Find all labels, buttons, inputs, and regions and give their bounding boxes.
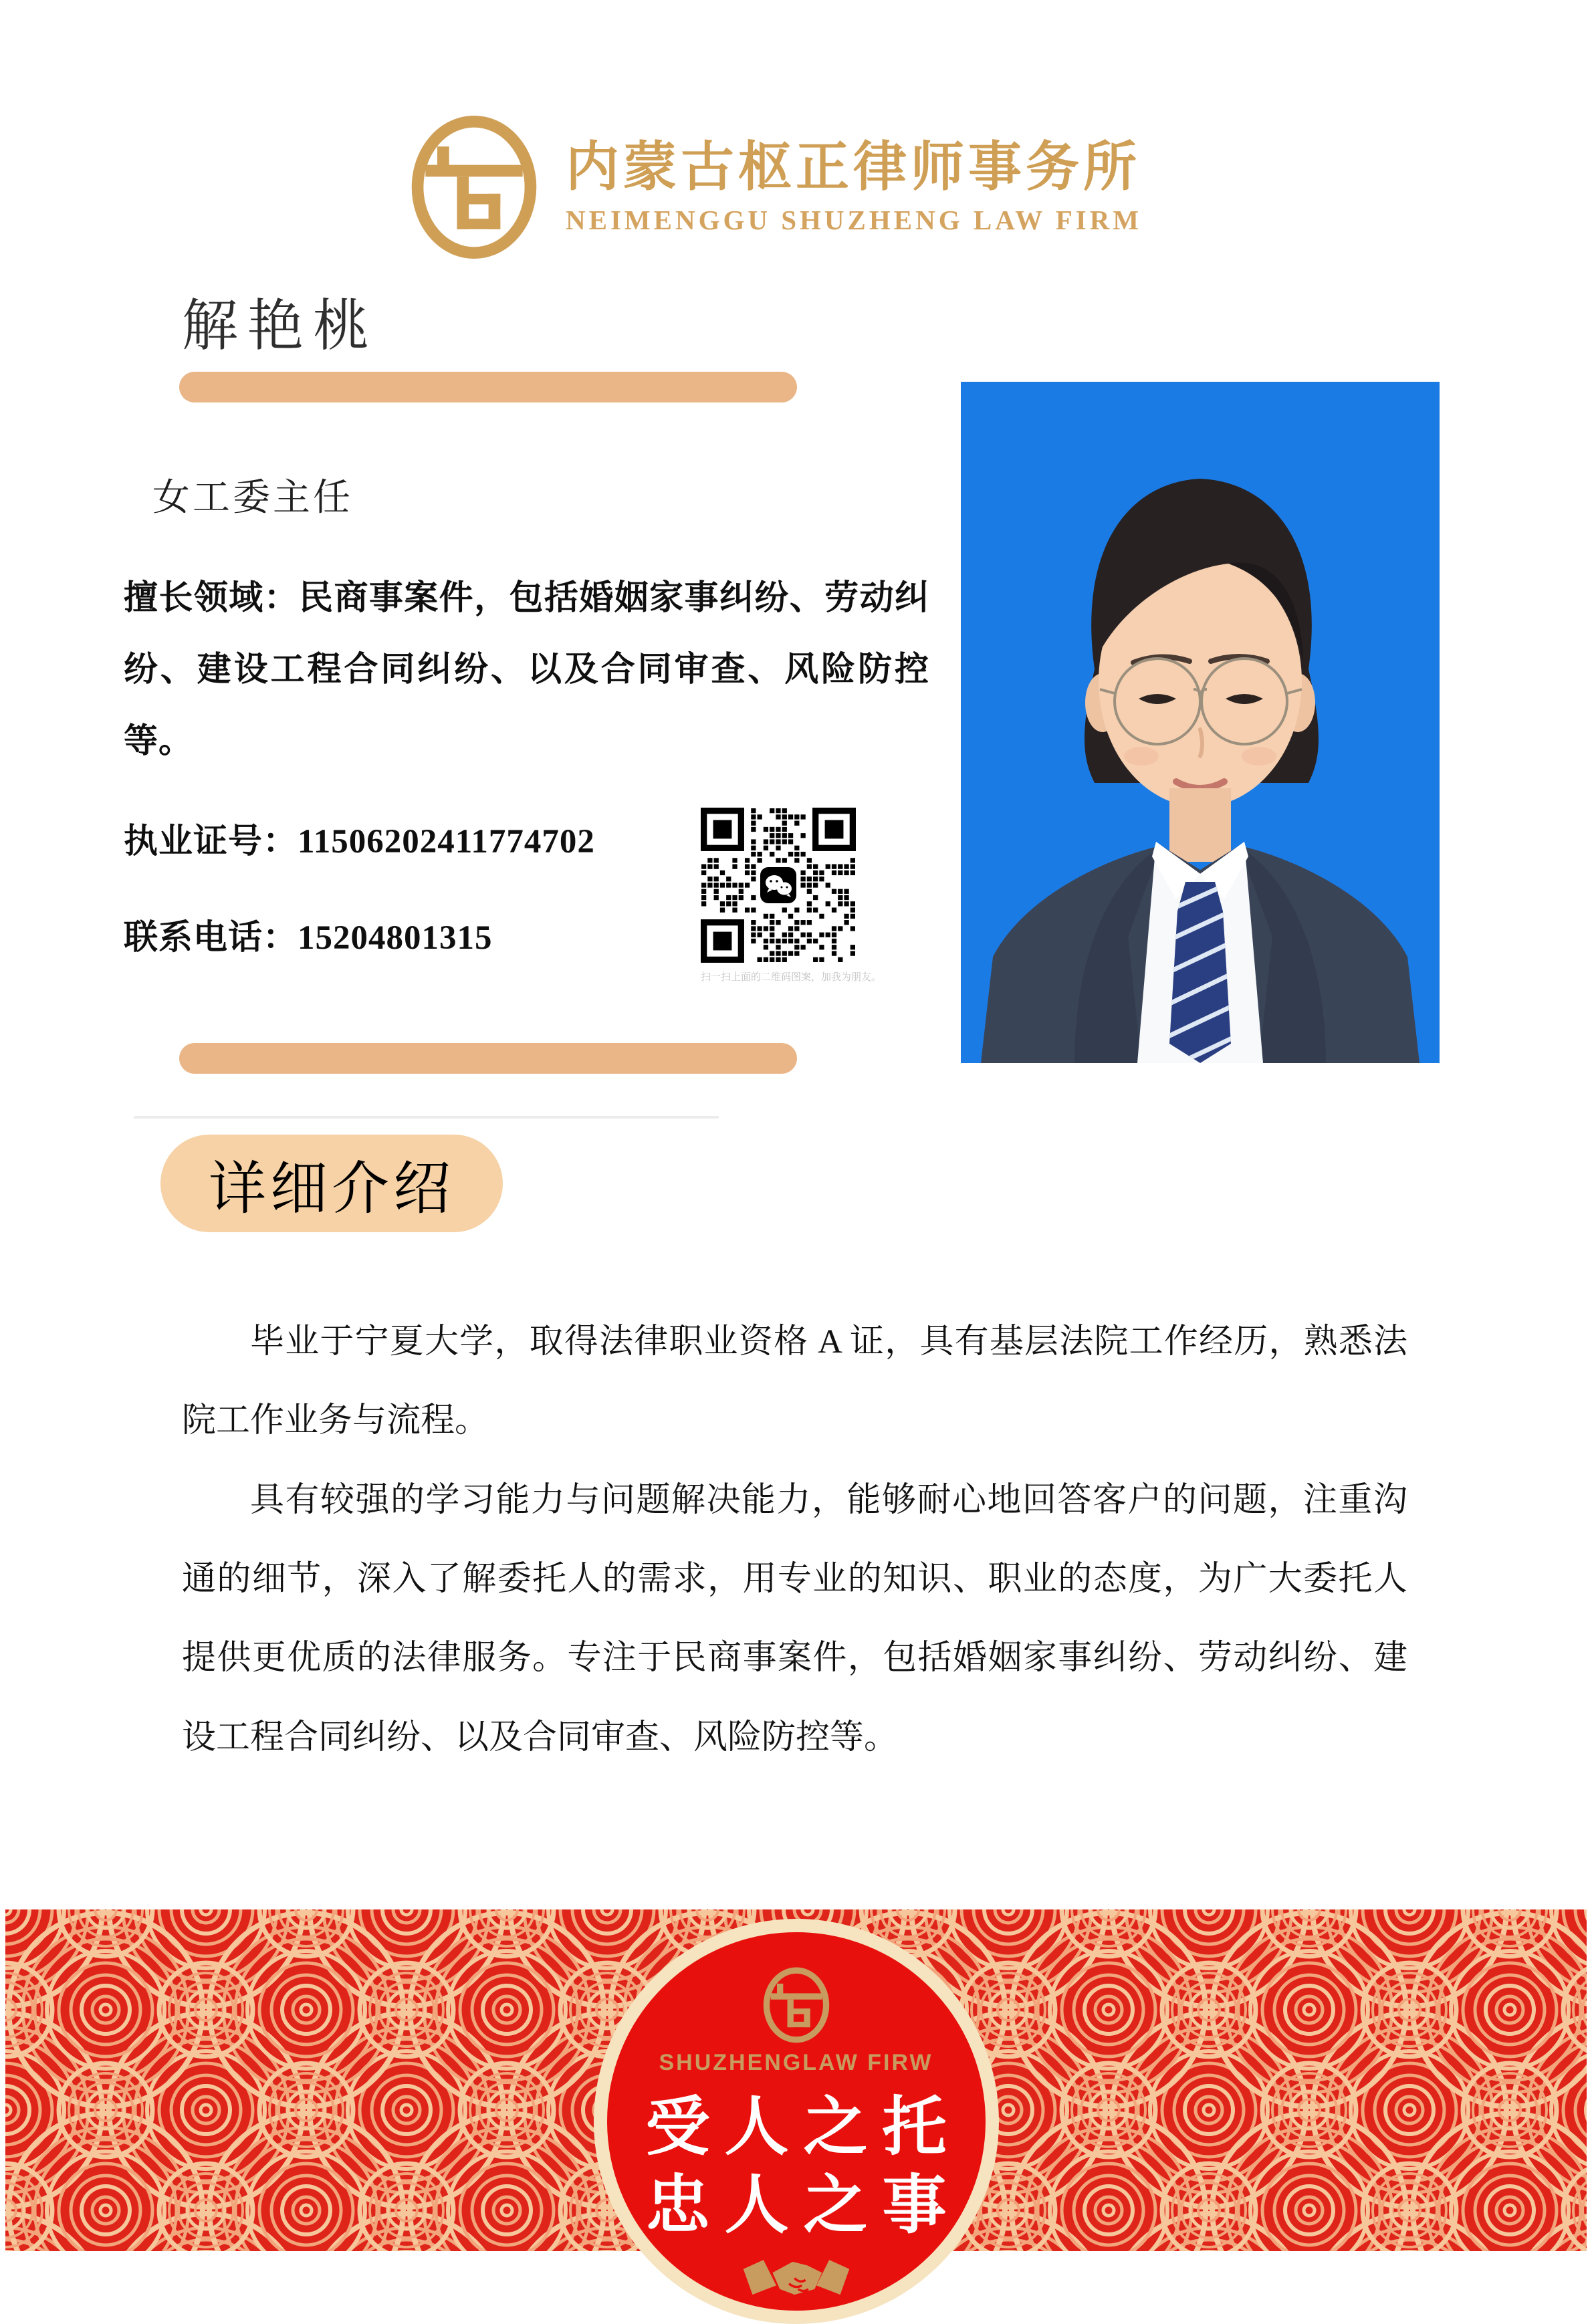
details-section-header	[160, 1135, 503, 1232]
wechat-icon	[760, 866, 797, 904]
section-divider-line	[134, 1116, 719, 1119]
badge-firm-logo-icon	[762, 1967, 831, 2043]
phone-label: 联系电话：	[124, 919, 298, 957]
details-section-title: 详细介绍	[209, 1157, 455, 1221]
firm-name-en: NEIMENGGU SHUZHENG LAW FIRM	[566, 205, 1143, 235]
firm-logo-header	[408, 115, 1142, 259]
phone-line	[124, 909, 493, 959]
footer-motto-badge	[594, 1919, 999, 2324]
phone-number: 15204801315	[298, 919, 493, 957]
details-paragraph-2: 具有较强的学习能力与问题解决能力，能够耐心地回答客户的问题，注重沟通的细节，深入了解委托人的需求，用专业的知识、职业的态度，为广大委托人提供更优质的法律服务。专注于民商事案件，包括婚姻家事纠纷、劳动纠纷、建设工程合同纠纷、以及合同审查、风险防控等。	[182, 1481, 1407, 1756]
badge-motto	[631, 2088, 961, 2244]
firm-name-cn: 内蒙古枢正律师事务所	[566, 138, 1141, 197]
details-paragraphs	[182, 1302, 1407, 1777]
footer-banner	[5, 1909, 1587, 2251]
gold-divider-bar-top	[179, 372, 797, 402]
lawyer-portrait-photo	[961, 382, 1440, 1063]
gold-divider-bar-bottom	[179, 1043, 797, 1074]
badge-motto-line1: 受人之托	[645, 2091, 961, 2163]
badge-firm-name-en: SHUZHENGLAW FIRW	[659, 2050, 933, 2075]
firm-name-block	[566, 138, 1142, 236]
license-label: 执业证号：	[124, 823, 298, 860]
badge-motto-line2: 忠人之事	[645, 2170, 961, 2242]
lawyer-title: 女工委主任	[152, 477, 353, 519]
wechat-qr-block	[701, 808, 882, 983]
specialty-paragraph: 擅长领域：民商事案件，包括婚姻家事纠纷、劳动纠纷、建设工程合同纠纷、以及合同审查、风险防控等。	[124, 580, 929, 761]
handshake-icon	[740, 2247, 853, 2302]
details-paragraph-1: 毕业于宁夏大学，取得法律职业资格 A 证，具有基层法院工作经历，熟悉法院工作业务与流程。	[182, 1323, 1407, 1440]
lawyer-name: 解艳桃	[182, 296, 379, 358]
license-number: 11506202411774702	[298, 823, 595, 860]
license-line	[124, 813, 595, 862]
wechat-qr-code	[701, 808, 856, 963]
firm-logo-icon	[408, 115, 540, 259]
qr-caption: 扫一扫上面的二维码图案，加我为朋友。	[701, 971, 882, 983]
